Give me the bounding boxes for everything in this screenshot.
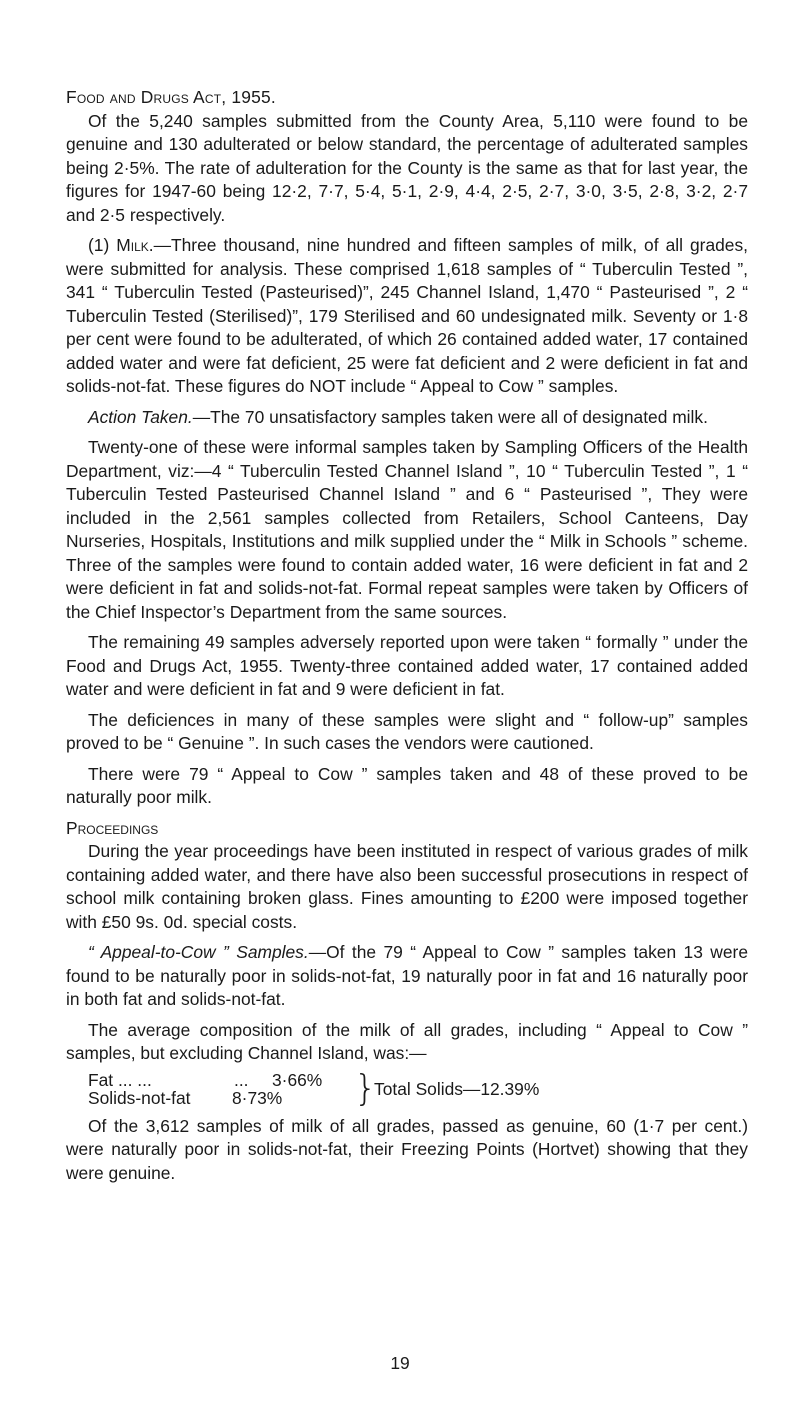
appeal-label: “ Appeal-to-Cow ” Samples. (88, 942, 309, 962)
appeal-count-paragraph: There were 79 “ Appeal to Cow ” samples taken and 48 of these proved to be naturally poor milk. (66, 763, 748, 807)
appeal-text: —Of the 79 “ Appeal to Cow ” samples taken 13 were found to be naturally poor in solids-not-fat, 19 naturally poor in fat and 16 naturally poor in both fat and solids-not-fat. (66, 942, 748, 1009)
informal-paragraph: Twenty-one of these were informal samples taken by Sampling Officers of the Health Department, viz:—4 “ Tuberculin Tested Channel Island ”, 10 “ Tuberculin Tested ”, 1 “ Tuberculin Tested Pasteurised Channel Island ” and 6 “ Pasteurised ”, They were included in the 2,561 samples collected from Retailers, School Canteens, Day Nurseries, Hospitals, Institutions and milk supplied under the “ Milk in Schools ” scheme. Three of the samples were found to contain added water, 16 were deficient in fat and 2 were deficient in fat and solids-not-fat. Formal repeat samples were taken by Officers of the Chief Inspector’s Department from the same sources. (66, 437, 748, 622)
final-paragraph: Of the 3,612 samples of milk of all grades, passed as genuine, 60 (1·7 per cent.) were naturally poor in solids-not-fat, their Freezing Points (Hortvet) showing that they were genuine. (66, 1115, 748, 1183)
fat-value: 3·66% (272, 1069, 323, 1090)
proceedings-heading: Proceedings (66, 817, 159, 838)
deficiences-paragraph: The deficiences in many of these samples were slight and “ follow-up” samples proved to be “ Genuine ”. In such cases the vendors were cautioned. (66, 709, 748, 753)
brace-symbol: } (354, 1067, 377, 1109)
section-heading (66, 86, 748, 110)
intro-paragraph: Of the 5,240 samples submitted from the County Area, 5,110 were found to be genuine and 130 adulterated or below standard, the percentage of adulterated samples being 2·5%. The rate of adulteration for the County is the same as that for last year, the figures for 1947-60 being 12·2, 7·7, 5·4, 5·1, 2·9, 4·4, 2·5, 2·7, 3·0, 3·5, 2·8, 3·2, 2·7 and 2·5 respectively. (66, 110, 748, 225)
composition-table (66, 1069, 748, 1113)
milk-label: (1) Milk. (88, 235, 154, 255)
appeal-paragraph (66, 941, 748, 1012)
page-number: 19 (390, 1353, 410, 1373)
milk-text: —Three thousand, nine hundred and fifteen samples of milk, of all grades, were submitted for analysis. These comprised 1,618 samples of “ Tuberculin Tested ”, 341 “ Tuberculin Tested (Pasteurised)”, 245 Channel Island, 1,470 “ Pasteurised ”, 2 “ Tuberculin Tested (Sterilised)”, 179 Sterilised and 60 undesignated milk. Seventy or 1·8 per cent were found to be adulterated, of which 26 contained added water, 17 contained added water and were fat deficient, 25 were fat deficient and 2 were deficient in fat and solids-not-fat. These figures do NOT include “ Appeal to Cow ” samples. (66, 235, 749, 396)
fat-label: Fat ... ... (88, 1069, 152, 1090)
heading-year: 1955. (231, 87, 276, 107)
fat-dots: ... (234, 1069, 249, 1090)
total-solids: Total Solids—12.39% (374, 1078, 540, 1099)
action-label: Action Taken. (88, 406, 193, 427)
remaining-paragraph: The remaining 49 samples adversely reported upon were taken “ formally ” under the Food and Drugs Act, 1955. Twenty-three contained added water, 17 contained added water and were deficient in fat and 9 were deficient in fat. (66, 632, 748, 699)
snf-value: 8·73% (232, 1087, 283, 1108)
milk-paragraph (66, 234, 748, 399)
heading-title: Food and Drugs Act, (66, 87, 227, 107)
action-text: —The 70 unsatisfactory samples taken were all of designated milk. (192, 406, 708, 427)
body-text (66, 86, 748, 1192)
snf-label: Solids-not-fat (88, 1087, 191, 1108)
action-paragraph (66, 406, 748, 430)
proceedings-paragraph: During the year proceedings have been instituted in respect of various grades of milk containing added water, and there have also been successful prosecutions in respect of school milk containing broken glass. Fines amounting to £200 were imposed together with £50 9s. 0d. special costs. (66, 841, 748, 932)
average-paragraph: The average composition of the milk of all grades, including “ Appeal to Cow ” samples, but excluding Channel Island, was:— (66, 1019, 748, 1063)
